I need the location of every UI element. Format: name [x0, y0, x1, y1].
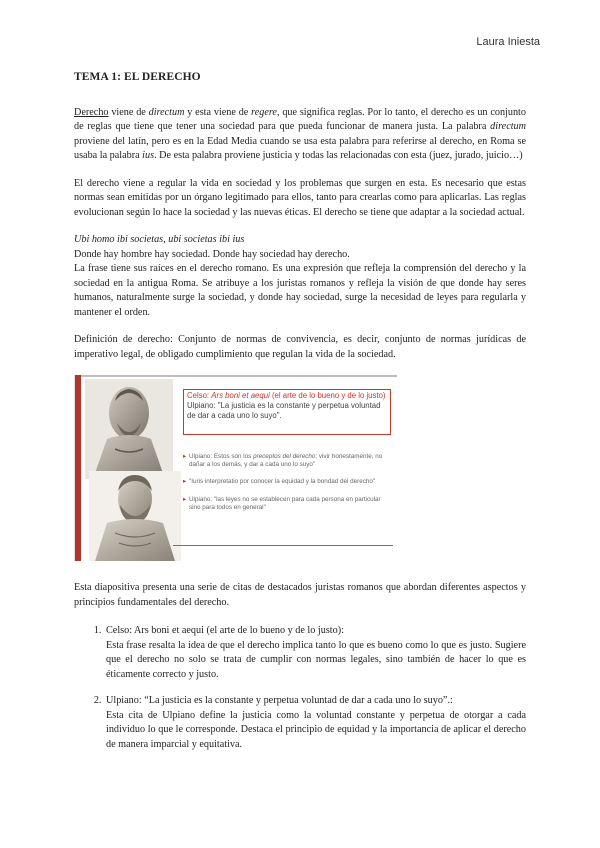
list-item	[104, 624, 526, 682]
roman-bust-icon	[85, 379, 173, 479]
list-item-body: Esta frase resalta la idea de que el derecho implica tanto lo que es bueno como lo que es justo. Sugiere que el derecho no solo se trata de cumplir con normas legales, sino también de hacer lo que es éticamente correcto y justo.	[106, 639, 526, 680]
term-ius: ius	[142, 150, 155, 161]
maxim-translation: Donde hay hombre hay sociedad. Donde hay sociedad hay derecho.	[74, 248, 350, 260]
term-directum-2: directum	[490, 121, 526, 132]
term-regere: regere	[251, 106, 277, 118]
slide-quote-box: Celso: Ars boni et aequi (el arte de lo bueno y de lo justo) Ulpiano: "La justicia es la constante y perpetua voluntad de dar a cada uno lo suyo".	[183, 389, 391, 435]
page-title: TEMA 1: EL DERECHO	[74, 71, 201, 83]
list-item-head: Celso: Ars boni et aequi (el arte de lo bueno y de lo justo):	[106, 625, 344, 636]
paragraph-definition: Definición de derecho: Conjunto de normas de convivencia, es decir, conjunto de normas jurídicas de imperativo legal, de obligado cumplimiento que regulan la vida de la sociedad.	[74, 334, 526, 360]
slide-bullet: ▸ "Iuris interpretatio por conocer la equidad y la bondad del derecho"	[183, 478, 393, 486]
list-item	[104, 694, 526, 752]
slide-accent-bar	[75, 375, 81, 561]
slide-bullets	[183, 453, 393, 521]
slide-divider	[173, 545, 393, 546]
term-directum: directum	[148, 106, 185, 118]
slide-bullet: ▸ Ulpiano: "las leyes no se establecen para cada persona en particular sino para todos en general"	[183, 496, 393, 512]
paragraph-maxim-explanation: La frase tiene sus raíces en el derecho romano. Es una expresión que refleja la comprensión del derecho y la sociedad en la antigua Roma. Se atribuye a los juristas romanos y refleja la visión de que donde hay seres humanos, naturalmente surge la sociedad, y donde hay sociedad, surge la necesidad de leyes para regularla y mantener el orden.	[74, 263, 526, 318]
author-name: Laura Iniesta	[476, 36, 540, 48]
slide-top-bar	[75, 375, 397, 377]
paragraph-slide-description: Esta diapositiva presenta una serie de citas de destacados juristas romanos que abordan diferentes aspectos y principios fundamentales del derecho.	[74, 582, 526, 608]
latin-maxim: Ubi homo ibi societas, ubi societas ibi ius	[74, 234, 245, 245]
roman-bust-icon-2	[89, 471, 181, 561]
paragraph-regulation: El derecho viene a regular la vida en sociedad y los problemas que surgen en esta. Es necesario que estas normas sean emitidas por un órgano legitimado para ellos, tanto para crearlas como para aplicarlas. Las reglas evolucionan según lo hace la sociedad y las nuevas éticas. El derecho se tiene que adaptar a la sociedad actual.	[74, 177, 526, 218]
list-item-head: Ulpiano: “La justicia es la constante y perpetua voluntad de dar a cada uno lo suyo”.:	[106, 695, 453, 706]
term-derecho: Derecho	[74, 106, 109, 118]
list-item-body: Esta cita de Ulpiano define la justicia como la voluntad constante y perpetua de otorgar a cada individuo lo que le corresponde. Destaca el principio de equidad y la importancia de aplicar el derecho de manera imparcial y equitativa.	[106, 709, 526, 750]
quotes-list	[74, 624, 526, 752]
slide-image	[74, 375, 397, 561]
document-body	[74, 70, 526, 764]
slide-bullet: ▸ Ulpiano: Estos son los preceptos del derecho: vivir honestamente, no dañar a los demás, y dar a cada uno lo suyo"	[183, 453, 393, 469]
slide-quote-ulpiano: Ulpiano: "La justicia es la constante y perpetua voluntad de dar a cada uno lo suyo".	[187, 401, 381, 420]
paragraph-etymology: Derecho viene de directum y esta viene de regere, que significa reglas. Por lo tanto, el derecho es un conjunto de reglas que tiene que tener una sociedad para que pueda funcionar de manera justa. La palabra directum proviene del latín, pero es en la Edad Media cuando se usa esta palabra para referirse al derecho, en Roma se usaba la palabra ius. De esta palabra proviene justicia y todas las relacionadas con esta (juez, jurado, juicio…)	[74, 106, 526, 161]
